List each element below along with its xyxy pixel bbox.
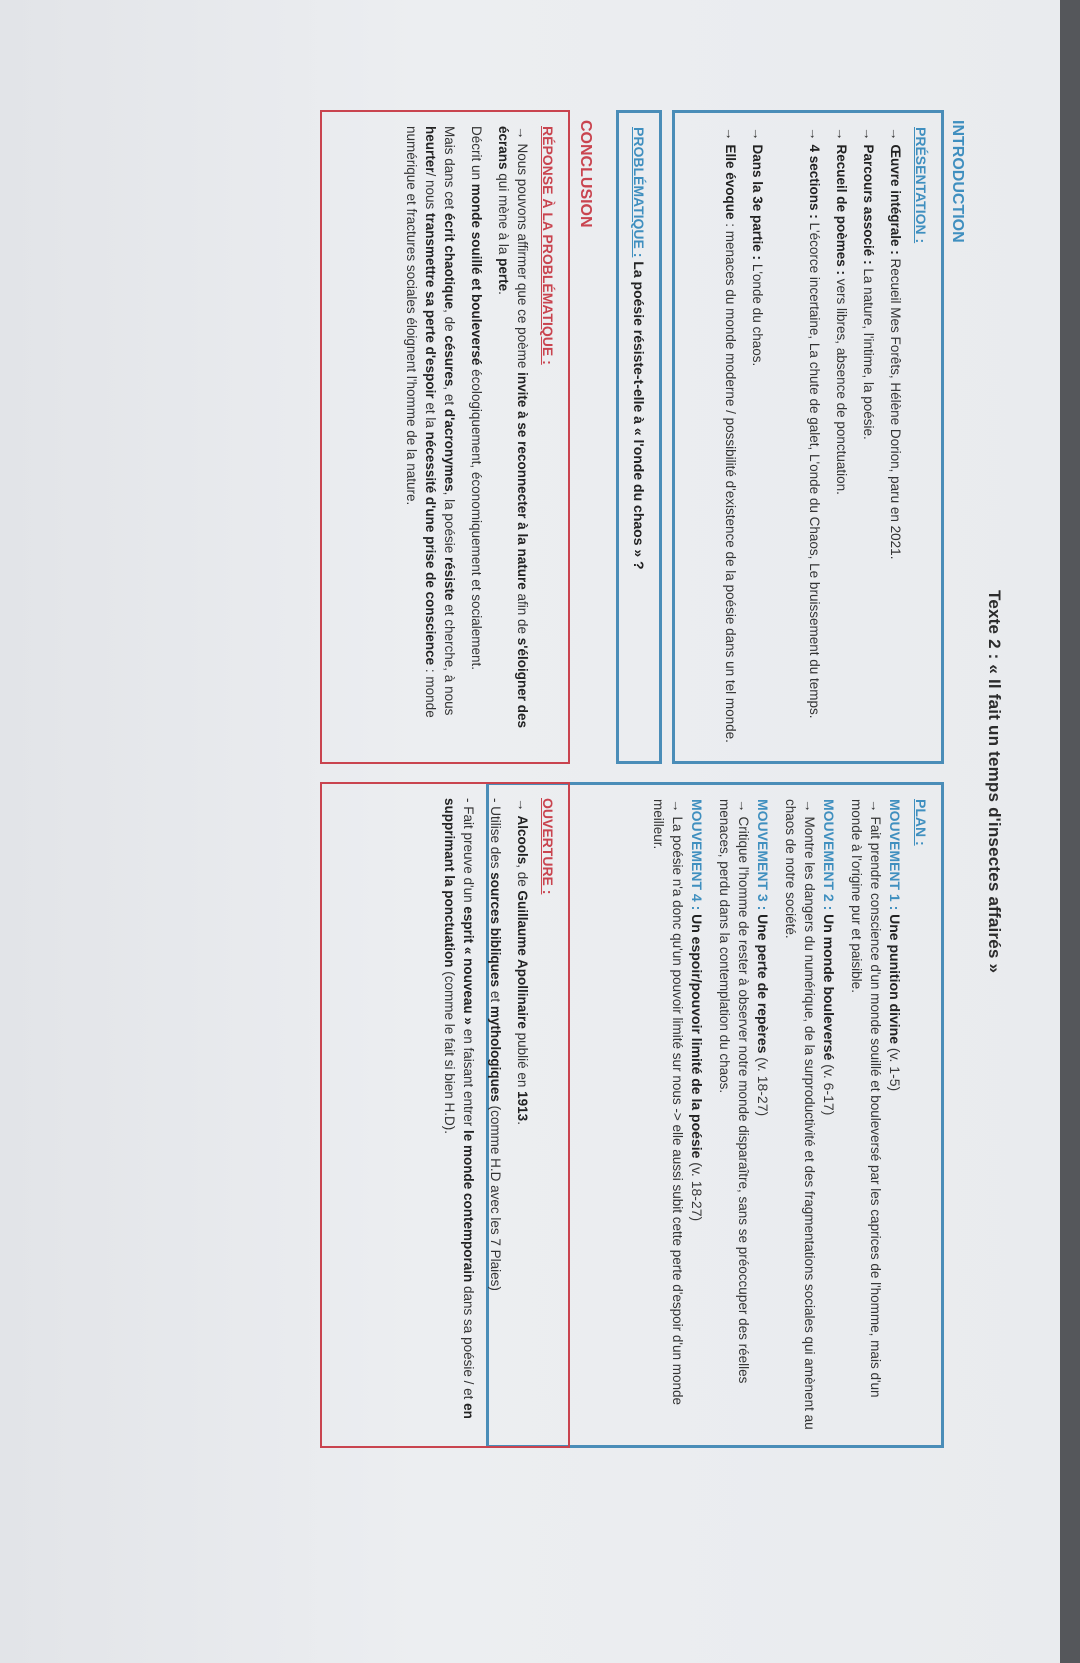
ouverture-box xyxy=(320,782,570,1448)
presentation-item: →Œuvre intégrale : Recueil Mes Forêts, Hélène Dorion, paru en 2021. xyxy=(888,127,903,560)
problematique-box xyxy=(616,110,662,764)
document-content xyxy=(50,30,1010,1630)
presentation-label: PRÉSENTATION : xyxy=(913,127,929,244)
presentation-item: →Elle évoque : menaces du monde moderne / possibilité d'existence de la poésie dans un tel monde. xyxy=(723,127,738,743)
problematique-label: PROBLÉMATIQUE : xyxy=(631,127,647,258)
reponse-box xyxy=(320,110,570,764)
ouverture-paragraph: →Alcools, de Guillaume Apollinaire publié en 1913. xyxy=(515,798,530,1125)
conclusion-heading: CONCLUSION xyxy=(577,120,594,228)
ouverture-label: OUVERTURE : xyxy=(540,798,556,895)
ouverture-paragraph: - Fait preuve d'un esprit « nouveau » en faisant entrer le monde contemporain dans sa poésie / et en supprimant la ponctuation (comme le fait si bien H.D). xyxy=(442,798,476,1419)
reponse-paragraph: Décrit un monde souillé et bouleversé écologiquement, économiquement et socialement. xyxy=(469,126,484,671)
reponse-paragraph: →Nous pouvons affirmer que ce poème invite à se reconnecter à la nature afin de s'éloigner des écrans qui mène à la perte. xyxy=(496,126,530,729)
introduction-heading: INTRODUCTION xyxy=(949,120,966,243)
movement-heading: MOUVEMENT 3 : Une perte de repères (v. 18-27) xyxy=(755,799,771,1117)
movement-description: →Fait prendre conscience d'un monde souillé et bouleversé par les caprices de l'homme, mais d'un monde à l'origine pur et paisible. xyxy=(849,799,883,1398)
presentation-item: →Dans la 3e partie : L'onde du chaos. xyxy=(750,127,765,367)
plan-label: PLAN : xyxy=(913,799,929,846)
problematique-text: La poésie résiste-t-elle à « l'onde du chaos » ? xyxy=(631,257,647,570)
movement-description: →Montre les dangers du numérique, de la surproductivité et des fragmentations sociales qui amènent au chaos de notre société. xyxy=(783,799,817,1430)
reponse-paragraph: Mais dans cet écrit chaotique, de césures, et d'acronymes, la poésie résiste et cherche, à nous heurter/ nous transmettre sa perte d'espoir et la nécessité d'une prise de conscience : monde numérique et fractures sociales éloignent l'homme de la nature. xyxy=(404,126,457,718)
movement-heading: MOUVEMENT 2 : Un monde bouleversé (v. 6-17) xyxy=(821,799,837,1116)
movement-heading: MOUVEMENT 4 : Un espoir/pouvoir limité de la poésie (v. 18-27) xyxy=(689,799,705,1222)
presentation-box xyxy=(672,110,944,764)
movement-heading: MOUVEMENT 1 : Une punition divine (v. 1-5) xyxy=(887,799,903,1092)
presentation-item: →4 sections : L'écorce incertaine, La chute de galet, L'onde du Chaos, Le bruissement du temps. xyxy=(807,127,822,719)
reponse-label: RÉPONSE À LA PROBLÉMATIQUE : xyxy=(540,126,556,365)
presentation-item: →Recueil de poèmes : vers libres, absence de ponctuation. xyxy=(834,127,849,495)
movement-description: →La poésie n'a donc qu'un pouvoir limité sur nous -> elle aussi subit cette perte d'espoir d'un monde meilleur. xyxy=(651,799,685,1406)
document-title: Texte 2 : « Il fait un temps d'insectes affairés » xyxy=(985,590,1004,974)
presentation-item: →Parcours associé : La nature, l'intime, la poésie. xyxy=(861,127,876,440)
movement-description: →Critique l'homme de rester à observer notre monde disparaître, sans se préoccuper des réelles menaces, perdu dans la contemplation du chaos. xyxy=(717,799,751,1384)
ouverture-paragraph: - Utilise des sources bibliques et mythologiques (comme H.D avec les 7 Plaies) xyxy=(488,798,503,1291)
